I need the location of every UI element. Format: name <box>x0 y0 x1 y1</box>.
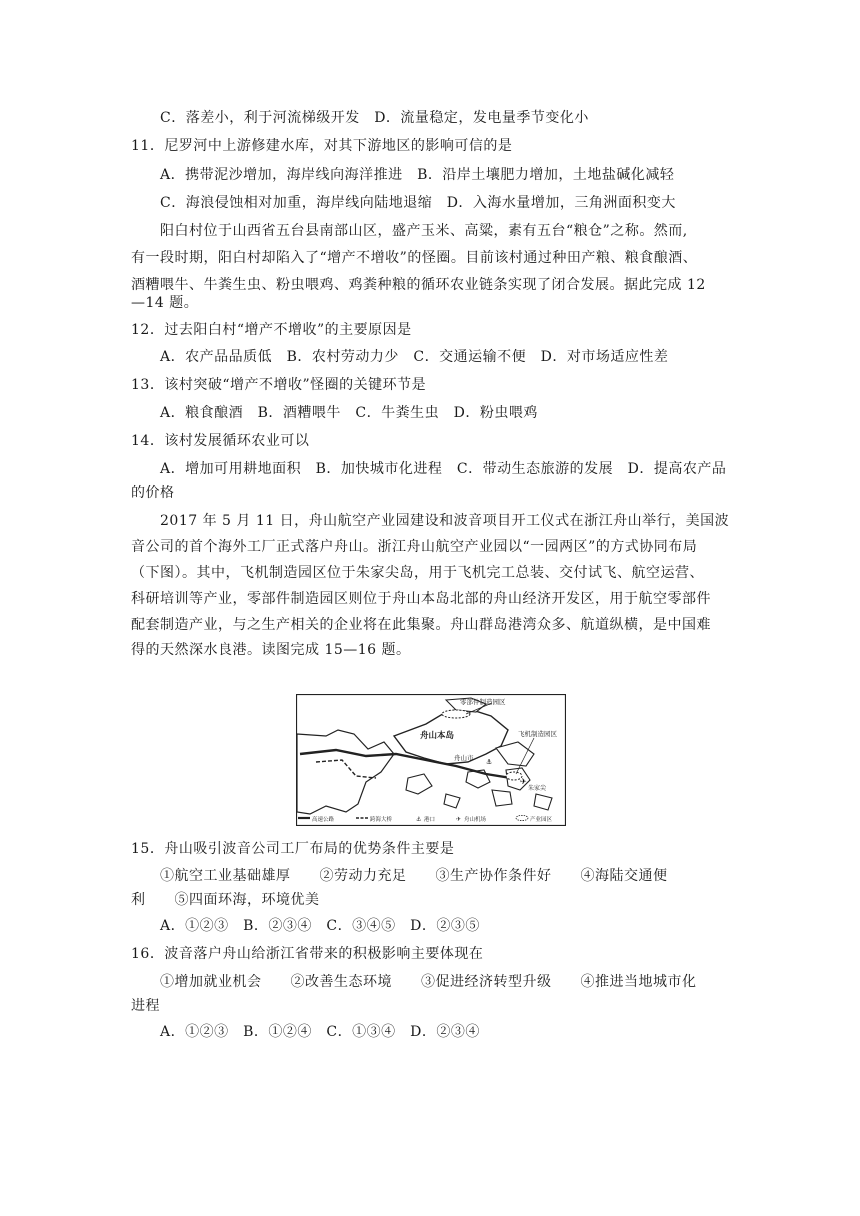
passage-2-line-6: 得的天然深水良港。读图完成 15—16 题。 <box>131 642 411 658</box>
passage-2-line-5: 配套制造产业，与之生产相关的企业将在此集聚。舟山群岛港湾众多、航道纵横，是中国难 <box>131 617 711 633</box>
q16-items: ①增加就业机会 ②改善生态环境 ③促进经济转型升级 ④推进当地城市化 <box>160 974 697 990</box>
label-components-zone: 零部件制造园区 <box>460 698 506 706</box>
question-15: 15．舟山吸引波音公司工厂布局的优势条件主要是 <box>131 841 455 857</box>
question-12: 12．过去阳白村“增产不增收”的主要原因是 <box>131 322 412 338</box>
q15-items: ①航空工业基础雄厚 ②劳动力充足 ③生产协作条件好 ④海陆交通便 <box>160 868 668 884</box>
legend-park: 产业园区 <box>530 817 553 823</box>
passage-2-line-2: 音公司的首个海外工厂正式落户舟山。浙江舟山航空产业园以“一园两区”的方式协同布局 <box>131 539 698 555</box>
passage-1-line-4: —14 题。 <box>131 295 199 311</box>
q15-options: A．①②③ B．②③④ C．③④⑤ D．②③⑤ <box>160 918 480 934</box>
components-park-marker <box>442 710 470 718</box>
q14-options: A．增加可用耕地面积 B．加快城市化进程 C．带动生态旅游的发展 D．提高农产品 <box>160 461 727 477</box>
passage-1-line-2: 有一段时期，阳白村却陷入了“增产不增收”的怪圈。目前该村通过种田产粮、粮食酿酒、 <box>131 250 698 266</box>
q16-options: A．①②③ B．①②④ C．①③④ D．②③④ <box>160 1024 480 1040</box>
passage-1-line-3: 酒糟喂牛、牛粪生虫、粉虫喂鸡、鸡粪种粮的循环农业链条实现了闭合发展。据此完成 12 <box>131 277 706 293</box>
zhoushan-map <box>296 694 566 826</box>
airport-icon: ✈ <box>520 777 527 786</box>
passage-1-line-1: 阳白村位于山西省五台县南部山区，盛产玉米、高粱，素有五台“粮仓”之称。然而, <box>160 223 688 239</box>
legend-park-swatch <box>516 815 528 820</box>
question-13: 13．该村突破“增产不增收”怪圈的关键环节是 <box>131 377 427 393</box>
islet-c <box>492 790 512 806</box>
label-zhujiajian: 朱家尖 <box>528 785 547 792</box>
label-city: 舟山市 <box>454 754 474 762</box>
q10-option-cd: C．落差小，利于河流梯级开发 D．流量稳定，发电量季节变化小 <box>160 110 589 126</box>
legend-port-icon: ⚓ <box>416 816 422 823</box>
q16-items-cont: 进程 <box>131 998 160 1014</box>
legend-bridge: 跨海大桥 <box>370 817 393 823</box>
passage-2-line-1: 2017 年 5 月 11 日，舟山航空产业园建设和波音项目开工仪式在浙江舟山举行，美国波 <box>160 513 730 529</box>
question-14: 14．该村发展循环农业可以 <box>131 433 310 449</box>
port-icon: ⚓ <box>486 758 493 766</box>
legend-port: 港口 <box>424 817 436 823</box>
q15-items-cont: 利 ⑤四面环海，环境优美 <box>131 892 320 908</box>
passage-2-line-4: 科研培训等产业，零部件制造园区则位于舟山本岛北部的舟山经济开发区，用于航空零部件 <box>131 591 711 607</box>
question-11: 11．尼罗河中上游修建水库，对其下游地区的影响可信的是 <box>131 138 513 154</box>
legend-airport: 舟山机场 <box>464 817 487 823</box>
label-aircraft-zone: 飞机制造园区 <box>518 730 557 738</box>
label-main-island: 舟山本岛 <box>420 731 455 741</box>
q11-option-ab: A．携带泥沙增加，海岸线向海洋推进 B．沿岸土壤肥力增加，土地盐碱化减轻 <box>160 167 675 183</box>
q14-options-cont: 的价格 <box>131 485 175 501</box>
q13-options: A．粮食酿酒 B．酒糟喂牛 C．牛粪生虫 D．粉虫喂鸡 <box>160 405 538 421</box>
q12-options: A．农产品品质低 B．农村劳动力少 C．交通运输不便 D．对市场适应性差 <box>160 349 669 365</box>
legend-highway: 高速公路 <box>312 817 335 823</box>
question-16: 16．波音落户舟山给浙江省带来的积极影响主要体现在 <box>131 946 484 962</box>
legend-airport-icon: ✈ <box>456 816 462 823</box>
q11-option-cd: C．海浪侵蚀相对加重，海岸线向陆地退缩 D．入海水量增加，三角洲面积变大 <box>160 195 676 211</box>
passage-2-line-3: （下图）。其中，飞机制造园区位于朱家尖岛，用于飞机完工总装、交付试飞、航空运营、 <box>131 565 704 581</box>
map-figure <box>296 694 566 826</box>
